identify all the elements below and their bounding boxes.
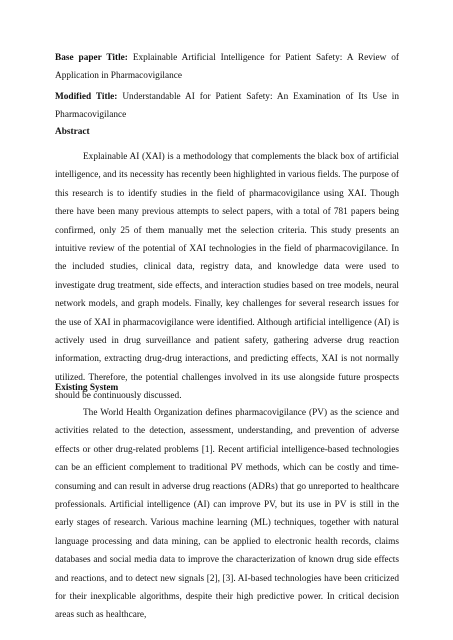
base-paper-title	[55, 49, 399, 86]
abstract-heading: Abstract	[55, 127, 90, 137]
base-title-text: Explainable Artificial Intelligence for Patient Safety: A Review of Application in Pharmacovigilance	[55, 53, 399, 82]
abstract-paragraph: Explainable AI (XAI) is a methodology that complements the black box of artificial intelligence, and its necessity has recently been highlighted in various fields. The purpose of this research is to identify studies in the field of pharmacovigilance using XAI. Though there have been many previous attempts to select papers, with a total of 781 papers being confirmed, only 25 of them manually met the selection criteria. This study presents an intuitive review of the potential of XAI technologies in the field of pharmacovigilance. In the included studies, clinical data, registry data, and knowledge data were used to investigate drug treatment, side effects, and interaction studies based on tree models, neural network models, and graph models. Finally, key challenges for several research issues for the use of XAI in pharmacovigilance were identified. Although artificial intelligence (AI) is actively used in drug surveillance and patient safety, gathering adverse drug reaction information, extracting drug-drug interactions, and predicting effects, XAI is not normally utilized. Therefore, the potential challenges involved in its use alongside future prospects should be continuously discussed.	[55, 152, 399, 402]
modified-title-text: Understandable AI for Patient Safety: An Examination of Its Use in Pharmacovigilance	[55, 92, 400, 121]
existing-system-paragraph: The World Health Organization defines pharmacovigilance (PV) as the science and activities related to the detection, assessment, understanding, and prevention of adverse effects or other drug-related problems [1]. Recent artificial intelligence-based technologies can be an efficient complement to traditional PV methods, which can be costly and time-consuming and can result in adverse drug reactions (ADRs) that go unreported to healthcare professionals. Artificial intelligence (AI) can improve PV, but its use in PV is still in the early stages of research. Various machine learning (ML) techniques, together with natural language processing and data mining, can be applied to electronic health records, claims databases and social media data to improve the characterization of known drug side effects and reactions, and to detect new signals [2], [3]. AI-based technologies have been criticized for their inexplicable algorithms, despite their high predictive power. In critical decision areas such as healthcare,	[55, 408, 399, 621]
modified-title-label: Modified Title:	[55, 92, 118, 102]
existing-system-heading: Existing System	[55, 383, 119, 393]
base-title-label: Base paper Title:	[55, 53, 128, 63]
modified-title	[55, 88, 399, 125]
